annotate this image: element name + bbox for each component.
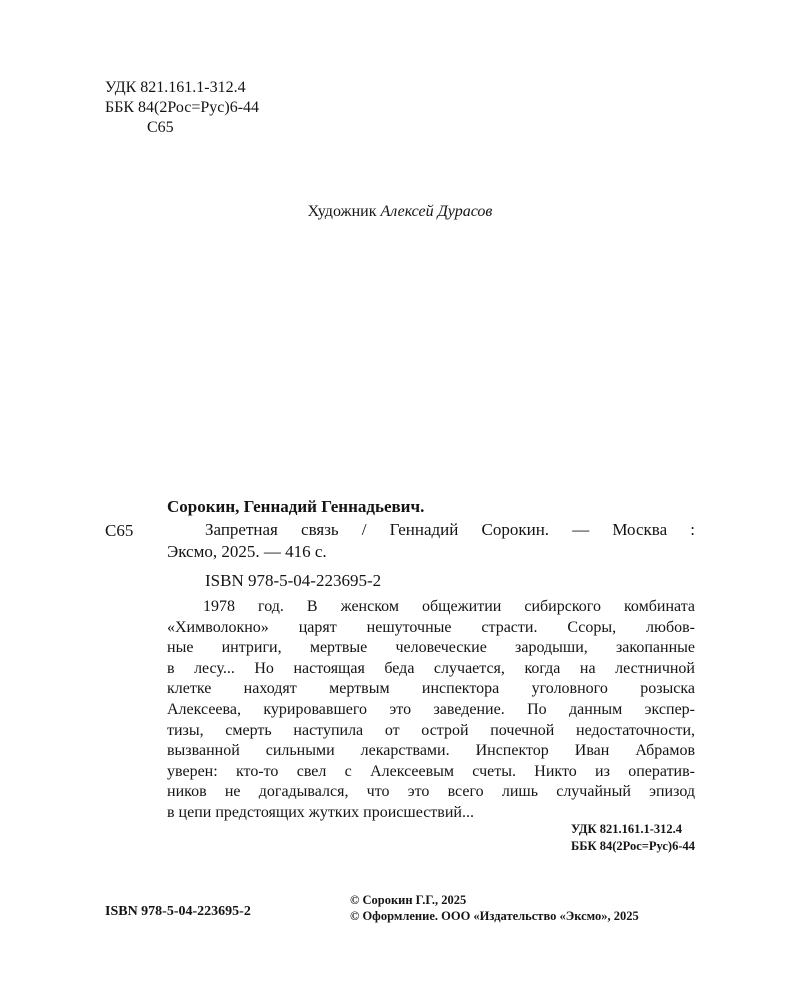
annotation-line: ников не догадывался, что это всего лишь случайный эпизод (167, 783, 695, 801)
isbn-bottom: ISBN 978-5-04-223695-2 (105, 904, 251, 919)
classification-codes-top (105, 78, 259, 138)
bbk-code-bottom: ББК 84(2Рос=Рус)6-44 (571, 839, 695, 853)
annotation-line: ные интриги, мертвые человеческие зародыши, закопанные (167, 639, 695, 657)
annotation-line: клетке находят мертвым инспектора уголовного розыска (167, 680, 695, 698)
copyright-author: © Сорокин Г.Г., 2025 (350, 893, 467, 907)
annotation-line: в цепи предстоящих жутких происшествий... (167, 803, 474, 821)
udk-code-bottom: УДК 821.161.1-312.4 (571, 822, 682, 836)
annotation-line: уверен: кто-то свел с Алексеевым счеты. Никто из оператив- (167, 762, 695, 780)
illustrator-name: Алексей Дурасов (380, 203, 493, 220)
author-sign: С65 (147, 119, 174, 136)
classification-codes-bottom (571, 821, 695, 855)
author-heading: Сорокин, Геннадий Геннадьевич. (167, 497, 425, 516)
annotation-line: Алексеева, курировавшего это заведение. По данным экспер- (167, 700, 695, 718)
copyright-design: © Оформление. ООО «Издательство «Эксмо», 2025 (350, 909, 639, 923)
isbn-main: ISBN 978-5-04-223695-2 (205, 571, 382, 590)
catalog-code: С65 (105, 521, 134, 540)
illustrator-label: Художник (307, 203, 377, 220)
annotation-line: тизы, смерть наступила от острой почечной недостаточности, (167, 721, 695, 739)
copyright-block (350, 892, 639, 924)
title-statement-line-1: Запретная связь / Геннадий Сорокин. — Москва : (205, 520, 695, 539)
annotation-line: в лесу... Но настоящая беда случается, когда на лестничной (167, 659, 695, 677)
title-statement-line-2: Эксмо, 2025. — 416 с. (167, 542, 327, 561)
annotation-line: 1978 год. В женском общежитии сибирского комбината (203, 598, 695, 615)
annotation-line: «Химволокно» царят нешуточные страсти. Ссоры, любов- (167, 618, 695, 636)
udk-code: УДК 821.161.1-312.4 (105, 79, 246, 96)
annotation (167, 597, 695, 824)
illustrator-credit (0, 202, 800, 222)
annotation-line: вызванной сильными лекарствами. Инспектор Иван Абрамов (167, 742, 695, 760)
bbk-code: ББК 84(2Рос=Рус)6-44 (105, 99, 260, 116)
